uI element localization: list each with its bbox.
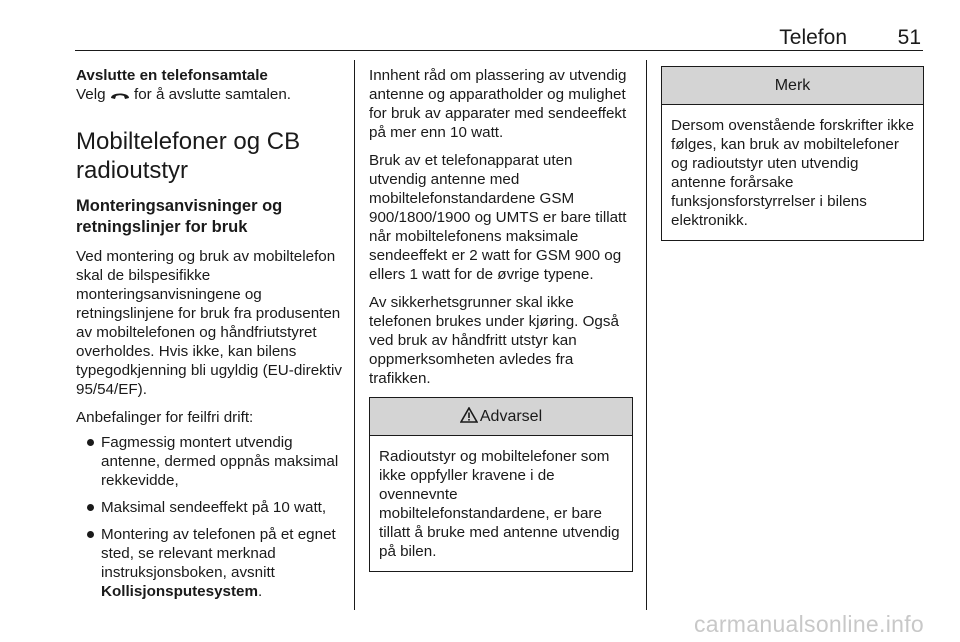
list-item: Fagmessig montert utvendig antenne, dermed oppnås maksimal rekkevidde,	[76, 433, 342, 490]
warning-box	[369, 397, 633, 572]
section-heading: Mobiltelefoner og CB radioutstyr	[76, 128, 301, 184]
section-reference: Kollisjonsputesystem	[101, 583, 258, 600]
column-divider	[646, 60, 647, 610]
end-call-heading: Avslutte en telefonsamtale	[76, 67, 268, 84]
paragraph: Ved montering og bruk av mobiltelefon skal de bilspesifikke monteringsanvisningene og retningslinjene for bruk fra produsenten av mobiltelefonen og håndfriutstyret overholdes. Hvis ikke, kan bilens typegodkjenning bli ugyldig (EU-direktiv 95/54/EF).	[76, 248, 342, 398]
list-item	[76, 525, 342, 601]
note-box	[661, 66, 924, 241]
paragraph: Av sikkerhetsgrunner skal ikke telefonen brukes under kjøring. Også ved bruk av håndfritt utstyr kan oppmerksomheten avledes fra trafikken.	[369, 294, 619, 387]
warning-text: Radioutstyr og mobiltelefoner som ikke oppfyller kravene i de ovennevnte mobiltelefonstandardene, er bare tillatt å bruke med antenne utvendig på bilen.	[379, 448, 620, 560]
header-title: Telefon	[779, 26, 847, 49]
end-call-text-post: for å avslutte samtalen.	[129, 86, 292, 103]
page-header	[75, 22, 923, 51]
warning-triangle-icon	[460, 407, 478, 423]
paragraph: Anbefalinger for feilfri drift:	[76, 409, 254, 426]
handset-icon	[110, 90, 130, 100]
paragraph: Bruk av et telefonapparat uten utvendig antenne med mobiltelefonstandardene GSM 900/1800/1900 og UMTS er bare tillatt når mobiltelefonens maksimale sendeeffekt er 2 watt for GSM 900 og ellers 1 watt for de øvrige typene.	[369, 152, 627, 283]
watermark: carmanualsonline.info	[693, 611, 924, 637]
page-number: 51	[897, 26, 921, 49]
column-divider	[354, 60, 355, 610]
warning-title: Advarsel	[479, 408, 543, 425]
column-1	[76, 66, 342, 609]
list-item-text: Montering av telefonen på et egnet sted, se relevant merknad instruksjonsboken, avsnitt	[101, 526, 336, 581]
subsection-heading: Monteringsanvisninger og retningslinjer for bruk	[76, 197, 283, 236]
column-2	[369, 66, 633, 572]
warning-header	[370, 398, 632, 436]
recommendation-list	[76, 433, 342, 601]
note-text: Dersom ovenstående forskrifter ikke følges, kan bruk av mobiltelefoner og radioutstyr uten utvendig antenne forårsake funksjonsforstyrrelser i bilens elektronikk.	[671, 117, 915, 229]
note-title: Merk	[662, 67, 923, 105]
column-3	[661, 66, 924, 241]
end-call-text-pre: Velg	[76, 86, 110, 103]
list-item: Maksimal sendeeffekt på 10 watt,	[76, 498, 342, 517]
paragraph: Innhent råd om plassering av utvendig antenne og apparatholder og mulighet for bruk av apparater med sendeeffekt på mer enn 10 watt.	[369, 67, 627, 141]
end-call-text	[76, 85, 342, 104]
list-item-end: .	[257, 583, 263, 600]
